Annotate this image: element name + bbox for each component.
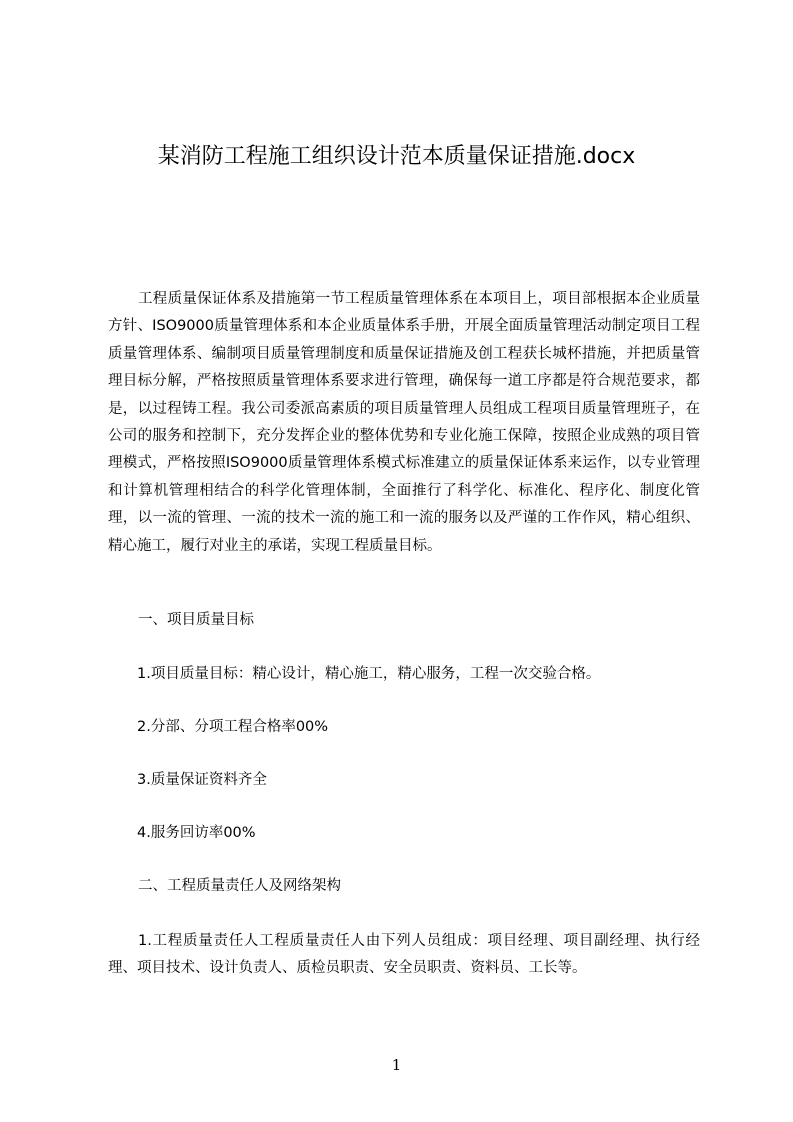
list-item: 1.项目质量目标：精心设计，精心施工，精心服务，工程一次交验合格。: [137, 666, 601, 682]
intro-paragraph: 工程质量保证体系及措施第一节工程质量管理体系在本项目上，项目部根据本企业质量方针、ISO9000质量管理体系和本企业质量体系手册，开展全面质量管理活动制定项目工程质量管理体系、编制项目质量管理制度和质量保证措施及创工程获长城杯措施，并把质量管理目标分解，严格按照质量管理体系要求进行管理，确保每一道工序都是符合规范要求，都是，以过程铸工程。我公司委派高素质的项目质量管理人员组成工程项目质量管理班子，在公司的服务和控制下，充分发挥企业的整体优势和专业化施工保障，按照企业成熟的项目管理模式，严格按照ISO9000质量管理体系模式标准建立的质量保证体系来运作，以专业管理和计算机管理相结合的科学化管理体制，全面推行了科学化、标准化、程序化、制度化管理，以一流的管理、一流的技术一流的施工和一流的服务以及严谨的工作作风，精心组织、精心施工，履行对业主的承诺，实现工程质量目标。: [108, 291, 700, 554]
list-item: 2.分部、分项工程合格率00%: [137, 719, 329, 735]
list-item: 4.服务回访率00%: [137, 825, 256, 841]
responsible-persons-paragraph: 1.工程质量责任人工程质量责任人由下列人员组成：项目经理、项目副经理、执行经理、项目技术、设计负责人、质检员职责、安全员职责、资料员、工长等。: [108, 933, 700, 977]
section-heading-responsible-persons: 二、工程质量责任人及网络架构: [138, 878, 341, 894]
section-heading-quality-goals: 一、项目质量目标: [138, 612, 254, 628]
list-item: 3.质量保证资料齐全: [137, 772, 267, 788]
page-number: 1: [391, 1056, 402, 1074]
document-title: 某消防工程施工组织设计范本质量保证措施.docx: [157, 144, 636, 169]
